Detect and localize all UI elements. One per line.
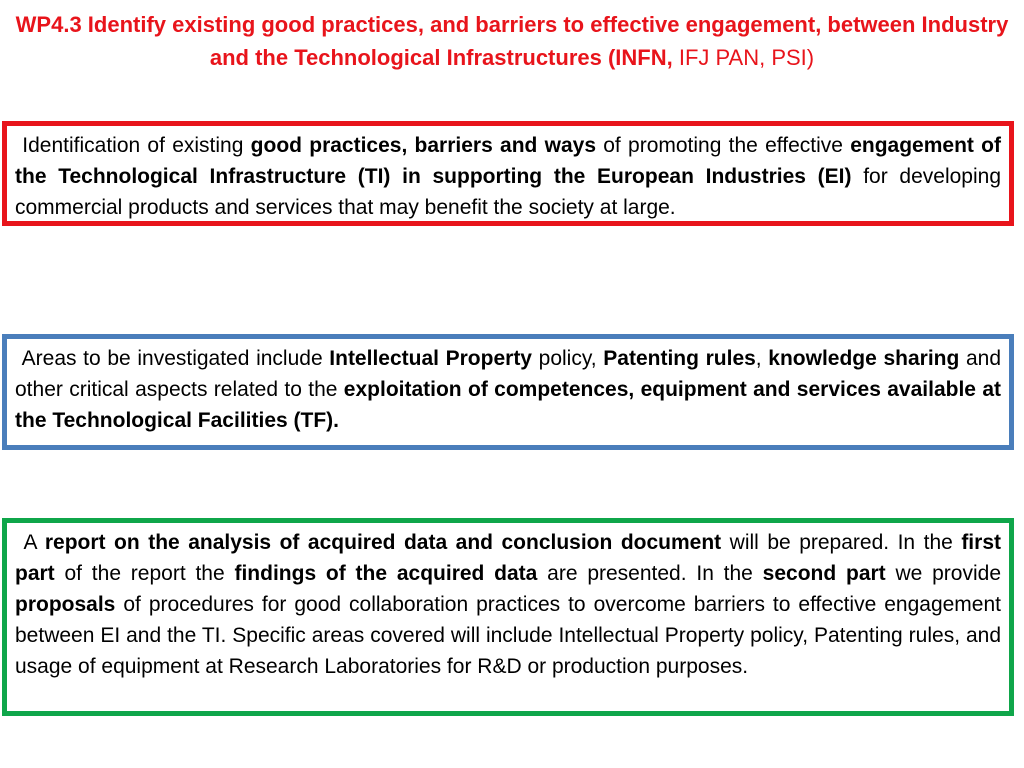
- report-box: [2, 518, 1014, 716]
- box3-bold-5: proposals: [15, 593, 116, 616]
- box2-bold-4: exploitation of competences, equipment and services available at the Technological Facilities (TF).: [15, 378, 1001, 432]
- box1-text-3: for developing commercial products and services that may benefit the society at large.: [15, 165, 1002, 219]
- box3-bold-3: findings of the acquired data: [234, 562, 538, 585]
- good-practices-box: [2, 121, 1014, 226]
- box1-text-1: Identification of existing: [22, 134, 251, 157]
- box3-text-5: we provide: [885, 562, 1001, 585]
- box2-text-4: and other critical aspects related to the: [15, 347, 1002, 401]
- box2-text-1: Areas to be investigated include: [21, 347, 330, 370]
- box3-bold-4: second part: [762, 562, 886, 585]
- box3-text-6: of procedures for good collaboration practices to overcome barriers to effective engagement between EI and the TI. Specific areas covered will include Intellectual Property policy, Patenting rules, and usage of equipment at Research Laboratories for R&D or production purposes.: [15, 593, 1001, 678]
- box3-text-4: are presented. In the: [537, 562, 763, 585]
- box2-bold-2: Patenting rules: [603, 347, 756, 370]
- box1-bold-2: engagement of the Technological Infrastructure (TI) in supporting the European Industries (EI): [15, 134, 1001, 188]
- box2-text-2: policy,: [532, 347, 604, 370]
- box1-text-2: of promoting the effective: [596, 134, 851, 157]
- box3-bold-2: first part: [15, 531, 1001, 585]
- areas-investigated-box: [2, 334, 1014, 450]
- box3-text-1: A: [23, 531, 45, 554]
- box2-bold-1: Intellectual Property: [329, 347, 532, 370]
- box3-text-3: of the report the: [54, 562, 235, 585]
- box2-bold-3: knowledge sharing: [768, 347, 960, 370]
- box2-text-3: ,: [755, 347, 769, 370]
- slide-title-regular: IFJ PAN, PSI): [672, 45, 815, 70]
- box1-bold-1: good practices, barriers and ways: [250, 134, 596, 157]
- box3-text-2: will be prepared. In the: [721, 531, 962, 554]
- box3-bold-1: report on the analysis of acquired data and conclusion document: [44, 531, 722, 554]
- slide-title-bold: WP4.3 Identify existing good practices, and barriers to effective engagement, between Industry and the Technological Infrastructures (INFN,: [15, 12, 1009, 70]
- slide-title: [0, 8, 1024, 74]
